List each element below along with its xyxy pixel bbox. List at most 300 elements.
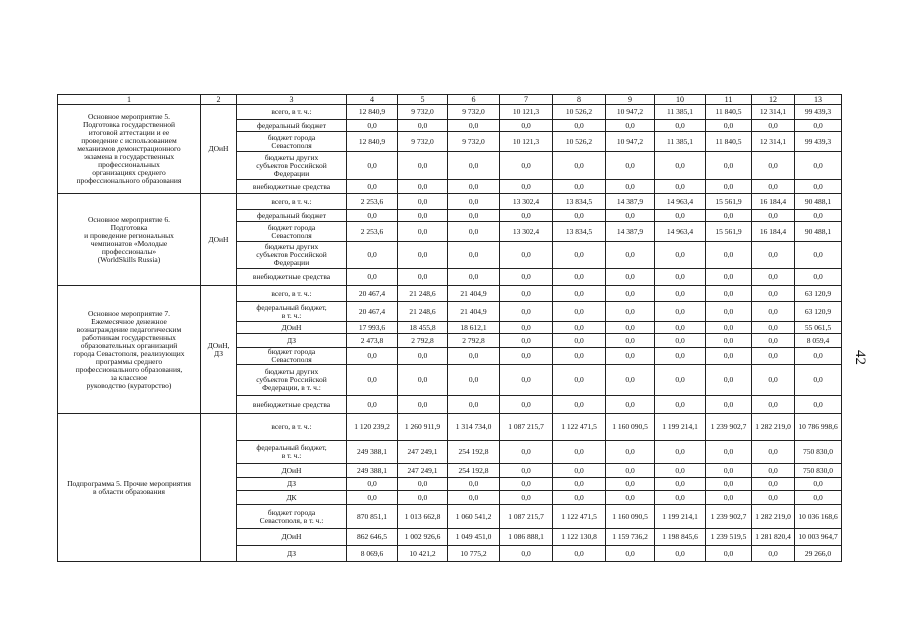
amount-cell: 0,0 (655, 120, 706, 132)
amount-cell: 0,0 (795, 120, 842, 132)
amount-cell: 0,0 (795, 210, 842, 222)
amount-cell: 1 120 239,2 (347, 414, 398, 441)
amount-cell: 10 947,2 (606, 132, 655, 152)
amount-cell: 0,0 (553, 491, 606, 505)
funding-source-label: федеральный бюджет, в т. ч.: (237, 441, 347, 464)
amount-cell: 0,0 (398, 180, 448, 194)
amount-cell: 0,0 (500, 242, 553, 269)
amount-cell: 0,0 (553, 152, 606, 180)
funding-source-label: внебюджетные средства (237, 180, 347, 194)
table-body (58, 95, 842, 562)
amount-cell: 0,0 (347, 180, 398, 194)
amount-cell: 0,0 (347, 491, 398, 505)
amount-cell: 16 184,4 (752, 194, 795, 210)
amount-cell: 10 786 998,6 (795, 414, 842, 441)
amount-cell: 0,0 (553, 180, 606, 194)
amount-cell: 0,0 (500, 180, 553, 194)
budget-table (57, 94, 842, 562)
funding-source-label: ДК (237, 491, 347, 505)
amount-cell: 0,0 (752, 464, 795, 478)
amount-cell: 0,0 (655, 334, 706, 348)
amount-cell: 0,0 (448, 210, 500, 222)
funding-source-label: ДОиН (237, 529, 347, 546)
amount-cell: 1 239 519,5 (706, 529, 752, 546)
amount-cell: 0,0 (347, 242, 398, 269)
column-number: 6 (448, 95, 500, 105)
column-number: 5 (398, 95, 448, 105)
amount-cell: 29 266,0 (795, 546, 842, 562)
amount-cell: 0,0 (606, 269, 655, 286)
amount-cell: 0,0 (500, 210, 553, 222)
funding-source-label: ДОиН (237, 322, 347, 334)
amount-cell: 9 732,0 (398, 132, 448, 152)
amount-cell: 0,0 (706, 365, 752, 396)
amount-cell: 15 561,9 (706, 194, 752, 210)
amount-cell: 0,0 (398, 152, 448, 180)
amount-cell: 0,0 (500, 478, 553, 491)
amount-cell: 11 385,1 (655, 105, 706, 120)
amount-cell: 1 199 214,1 (655, 505, 706, 529)
funding-source-label: федеральный бюджет (237, 210, 347, 222)
amount-cell: 12 840,9 (347, 105, 398, 120)
amount-cell: 254 192,8 (448, 464, 500, 478)
amount-cell: 90 488,1 (795, 194, 842, 210)
amount-cell: 10 036 168,6 (795, 505, 842, 529)
amount-cell: 0,0 (448, 120, 500, 132)
amount-cell: 0,0 (553, 365, 606, 396)
amount-cell: 10 121,3 (500, 105, 553, 120)
amount-cell: 0,0 (553, 396, 606, 414)
amount-cell: 0,0 (448, 348, 500, 365)
funding-source-label: федеральный бюджет (237, 120, 347, 132)
amount-cell: 14 963,4 (655, 194, 706, 210)
funding-source-label: бюджеты других субъектов Российской Федерации (237, 242, 347, 269)
amount-cell: 12 314,1 (752, 132, 795, 152)
amount-cell: 0,0 (752, 322, 795, 334)
amount-cell: 63 120,9 (795, 286, 842, 302)
amount-cell: 1 002 926,6 (398, 529, 448, 546)
amount-cell: 14 963,4 (655, 222, 706, 242)
amount-cell: 2 253,6 (347, 222, 398, 242)
amount-cell: 1 060 541,2 (448, 505, 500, 529)
amount-cell: 0,0 (398, 269, 448, 286)
funding-source-label: бюджеты других субъектов Российской Федерации (237, 152, 347, 180)
table-row (58, 105, 842, 120)
column-number: 7 (500, 95, 553, 105)
executor-cell: ДОиН (201, 194, 237, 286)
section-title: Подпрограмма 5. Прочие мероприятия в области образования (58, 414, 201, 562)
amount-cell: 10 526,2 (553, 105, 606, 120)
amount-cell: 0,0 (795, 348, 842, 365)
amount-cell: 0,0 (706, 348, 752, 365)
amount-cell: 13 834,5 (553, 194, 606, 210)
amount-cell: 0,0 (553, 269, 606, 286)
amount-cell: 16 184,4 (752, 222, 795, 242)
amount-cell: 0,0 (553, 348, 606, 365)
amount-cell: 0,0 (500, 546, 553, 562)
amount-cell: 90 488,1 (795, 222, 842, 242)
amount-cell: 17 993,6 (347, 322, 398, 334)
amount-cell: 0,0 (398, 120, 448, 132)
table-row (58, 414, 842, 441)
executor-cell: ДОиН, ДЗ (201, 286, 237, 414)
amount-cell: 0,0 (553, 242, 606, 269)
amount-cell: 0,0 (448, 269, 500, 286)
amount-cell: 0,0 (752, 286, 795, 302)
amount-cell: 0,0 (553, 334, 606, 348)
amount-cell: 8 059,4 (795, 334, 842, 348)
amount-cell: 2 792,8 (448, 334, 500, 348)
amount-cell: 99 439,3 (795, 132, 842, 152)
amount-cell: 0,0 (706, 334, 752, 348)
section-title: Основное мероприятие 7. Ежемесячное денежное вознаграждение педагогическим работникам государственных образовательных организаций города Севастополя, реализующих программы среднего профессионального образования, за классное руководство (кураторство) (58, 286, 201, 414)
amount-cell: 0,0 (606, 152, 655, 180)
amount-cell: 0,0 (606, 322, 655, 334)
amount-cell: 0,0 (500, 491, 553, 505)
amount-cell: 0,0 (606, 491, 655, 505)
amount-cell: 1 282 219,0 (752, 505, 795, 529)
amount-cell: 750 830,0 (795, 464, 842, 478)
amount-cell: 0,0 (706, 464, 752, 478)
column-number: 3 (237, 95, 347, 105)
amount-cell: 0,0 (606, 348, 655, 365)
amount-cell: 1 159 736,2 (606, 529, 655, 546)
amount-cell: 0,0 (398, 242, 448, 269)
funding-source-label: внебюджетные средства (237, 396, 347, 414)
amount-cell: 0,0 (706, 210, 752, 222)
amount-cell: 2 792,8 (398, 334, 448, 348)
amount-cell: 0,0 (706, 396, 752, 414)
amount-cell: 0,0 (500, 365, 553, 396)
amount-cell: 2 473,8 (347, 334, 398, 348)
amount-cell: 0,0 (655, 286, 706, 302)
column-number: 12 (752, 95, 795, 105)
amount-cell: 0,0 (655, 269, 706, 286)
funding-source-label: бюджеты других субъектов Российской Федерации, в т. ч.: (237, 365, 347, 396)
amount-cell: 0,0 (655, 464, 706, 478)
amount-cell: 0,0 (752, 302, 795, 322)
funding-source-label: бюджет города Севастополя (237, 222, 347, 242)
amount-cell: 0,0 (553, 478, 606, 491)
amount-cell: 0,0 (606, 365, 655, 396)
amount-cell: 0,0 (706, 269, 752, 286)
amount-cell: 0,0 (752, 396, 795, 414)
amount-cell: 247 249,1 (398, 464, 448, 478)
amount-cell: 0,0 (752, 365, 795, 396)
amount-cell: 14 387,9 (606, 194, 655, 210)
amount-cell: 1 314 734,0 (448, 414, 500, 441)
amount-cell: 0,0 (553, 286, 606, 302)
amount-cell: 0,0 (500, 348, 553, 365)
amount-cell: 13 302,4 (500, 222, 553, 242)
amount-cell: 0,0 (655, 441, 706, 464)
amount-cell: 0,0 (553, 210, 606, 222)
amount-cell: 1 087 215,7 (500, 414, 553, 441)
amount-cell: 750 830,0 (795, 441, 842, 464)
column-number-row (58, 95, 842, 105)
amount-cell: 0,0 (553, 464, 606, 478)
amount-cell: 0,0 (655, 348, 706, 365)
amount-cell: 1 049 451,0 (448, 529, 500, 546)
amount-cell: 21 248,6 (398, 302, 448, 322)
amount-cell: 0,0 (448, 478, 500, 491)
column-number: 9 (606, 95, 655, 105)
amount-cell: 0,0 (706, 152, 752, 180)
amount-cell: 1 281 820,4 (752, 529, 795, 546)
amount-cell: 0,0 (795, 396, 842, 414)
amount-cell: 0,0 (655, 365, 706, 396)
amount-cell: 0,0 (706, 120, 752, 132)
amount-cell: 0,0 (606, 210, 655, 222)
amount-cell: 1 013 662,8 (398, 505, 448, 529)
funding-source-label: всего, в т. ч.: (237, 194, 347, 210)
funding-source-label: бюджет города Севастополя, в т. ч.: (237, 505, 347, 529)
amount-cell: 1 260 911,9 (398, 414, 448, 441)
amount-cell: 0,0 (752, 180, 795, 194)
amount-cell: 0,0 (398, 210, 448, 222)
column-number: 11 (706, 95, 752, 105)
amount-cell: 2 253,6 (347, 194, 398, 210)
amount-cell: 0,0 (795, 242, 842, 269)
budget-sheet (57, 94, 841, 562)
amount-cell: 870 851,1 (347, 505, 398, 529)
funding-source-label: всего, в т. ч.: (237, 105, 347, 120)
amount-cell: 10 121,3 (500, 132, 553, 152)
funding-source-label: бюджет города Севастополя (237, 132, 347, 152)
column-number: 8 (553, 95, 606, 105)
amount-cell: 1 199 214,1 (655, 414, 706, 441)
amount-cell: 0,0 (752, 478, 795, 491)
funding-source-label: внебюджетные средства (237, 269, 347, 286)
amount-cell: 0,0 (752, 269, 795, 286)
amount-cell: 0,0 (500, 286, 553, 302)
amount-cell: 0,0 (752, 491, 795, 505)
amount-cell: 0,0 (500, 441, 553, 464)
amount-cell: 249 388,1 (347, 441, 398, 464)
amount-cell: 14 387,9 (606, 222, 655, 242)
amount-cell: 0,0 (606, 120, 655, 132)
amount-cell: 0,0 (795, 491, 842, 505)
amount-cell: 10 526,2 (553, 132, 606, 152)
amount-cell: 0,0 (795, 365, 842, 396)
amount-cell: 0,0 (752, 242, 795, 269)
amount-cell: 0,0 (500, 396, 553, 414)
amount-cell: 0,0 (347, 478, 398, 491)
column-number: 1 (58, 95, 201, 105)
amount-cell: 0,0 (752, 152, 795, 180)
amount-cell: 1 122 471,5 (553, 505, 606, 529)
amount-cell: 0,0 (655, 546, 706, 562)
amount-cell: 0,0 (655, 491, 706, 505)
amount-cell: 0,0 (448, 491, 500, 505)
amount-cell: 12 314,1 (752, 105, 795, 120)
amount-cell: 0,0 (706, 286, 752, 302)
amount-cell: 21 248,6 (398, 286, 448, 302)
executor-cell (201, 414, 237, 562)
amount-cell: 0,0 (347, 210, 398, 222)
amount-cell: 1 282 219,0 (752, 414, 795, 441)
amount-cell: 0,0 (655, 478, 706, 491)
funding-source-label: ДЗ (237, 478, 347, 491)
amount-cell: 0,0 (448, 194, 500, 210)
amount-cell: 1 122 130,8 (553, 529, 606, 546)
amount-cell: 0,0 (347, 348, 398, 365)
amount-cell: 0,0 (752, 210, 795, 222)
amount-cell: 0,0 (752, 546, 795, 562)
table-row (58, 194, 842, 210)
amount-cell: 862 646,5 (347, 529, 398, 546)
amount-cell: 0,0 (752, 441, 795, 464)
funding-source-label: бюджет города Севастополя (237, 348, 347, 365)
column-number: 4 (347, 95, 398, 105)
column-number: 2 (201, 95, 237, 105)
amount-cell: 0,0 (606, 286, 655, 302)
amount-cell: 0,0 (347, 269, 398, 286)
amount-cell: 0,0 (448, 222, 500, 242)
amount-cell: 0,0 (706, 302, 752, 322)
amount-cell: 20 467,4 (347, 302, 398, 322)
column-number: 10 (655, 95, 706, 105)
amount-cell: 0,0 (500, 322, 553, 334)
amount-cell: 0,0 (706, 478, 752, 491)
amount-cell: 0,0 (752, 348, 795, 365)
amount-cell: 0,0 (553, 546, 606, 562)
amount-cell: 0,0 (553, 322, 606, 334)
amount-cell: 0,0 (500, 120, 553, 132)
funding-source-label: ДЗ (237, 546, 347, 562)
amount-cell: 0,0 (795, 478, 842, 491)
amount-cell: 0,0 (500, 302, 553, 322)
amount-cell: 18 455,8 (398, 322, 448, 334)
amount-cell: 0,0 (500, 269, 553, 286)
amount-cell: 0,0 (706, 322, 752, 334)
amount-cell: 1 160 090,5 (606, 505, 655, 529)
amount-cell: 11 840,5 (706, 105, 752, 120)
amount-cell: 10 003 964,7 (795, 529, 842, 546)
amount-cell: 0,0 (655, 210, 706, 222)
amount-cell: 249 388,1 (347, 464, 398, 478)
amount-cell: 1 086 888,1 (500, 529, 553, 546)
amount-cell: 0,0 (398, 478, 448, 491)
amount-cell: 9 732,0 (448, 132, 500, 152)
amount-cell: 0,0 (398, 365, 448, 396)
amount-cell: 0,0 (795, 269, 842, 286)
executor-cell: ДОиН (201, 105, 237, 194)
amount-cell: 1 160 090,5 (606, 414, 655, 441)
amount-cell: 0,0 (398, 222, 448, 242)
amount-cell: 0,0 (706, 180, 752, 194)
amount-cell: 0,0 (448, 180, 500, 194)
amount-cell: 10 947,2 (606, 105, 655, 120)
amount-cell: 1 087 215,7 (500, 505, 553, 529)
amount-cell: 13 302,4 (500, 194, 553, 210)
amount-cell: 0,0 (448, 152, 500, 180)
amount-cell: 18 612,1 (448, 322, 500, 334)
amount-cell: 0,0 (448, 365, 500, 396)
page-number: 42 (852, 350, 868, 365)
amount-cell: 0,0 (606, 180, 655, 194)
amount-cell: 1 239 902,7 (706, 505, 752, 529)
amount-cell: 247 249,1 (398, 441, 448, 464)
amount-cell: 55 061,5 (795, 322, 842, 334)
amount-cell: 13 834,5 (553, 222, 606, 242)
funding-source-label: всего, в т. ч.: (237, 414, 347, 441)
amount-cell: 0,0 (398, 396, 448, 414)
amount-cell: 0,0 (606, 302, 655, 322)
table-row (58, 286, 842, 302)
amount-cell: 11 385,1 (655, 132, 706, 152)
amount-cell: 9 732,0 (448, 105, 500, 120)
amount-cell: 99 439,3 (795, 105, 842, 120)
amount-cell: 0,0 (500, 464, 553, 478)
amount-cell: 20 467,4 (347, 286, 398, 302)
funding-source-label: ДОиН (237, 464, 347, 478)
amount-cell: 0,0 (706, 491, 752, 505)
amount-cell: 11 840,5 (706, 132, 752, 152)
amount-cell: 0,0 (606, 478, 655, 491)
amount-cell: 0,0 (706, 546, 752, 562)
amount-cell: 0,0 (500, 152, 553, 180)
amount-cell: 21 404,9 (448, 302, 500, 322)
amount-cell: 0,0 (655, 242, 706, 269)
amount-cell: 0,0 (553, 441, 606, 464)
amount-cell: 0,0 (553, 302, 606, 322)
amount-cell: 8 069,6 (347, 546, 398, 562)
funding-source-label: всего, в т. ч.: (237, 286, 347, 302)
amount-cell: 12 840,9 (347, 132, 398, 152)
amount-cell: 0,0 (347, 120, 398, 132)
amount-cell: 9 732,0 (398, 105, 448, 120)
amount-cell: 0,0 (655, 302, 706, 322)
amount-cell: 63 120,9 (795, 302, 842, 322)
amount-cell: 0,0 (706, 441, 752, 464)
amount-cell: 0,0 (347, 396, 398, 414)
amount-cell: 0,0 (606, 464, 655, 478)
column-number: 13 (795, 95, 842, 105)
amount-cell: 0,0 (752, 120, 795, 132)
amount-cell: 0,0 (795, 180, 842, 194)
amount-cell: 15 561,9 (706, 222, 752, 242)
amount-cell: 0,0 (347, 152, 398, 180)
amount-cell: 0,0 (795, 152, 842, 180)
amount-cell: 0,0 (606, 546, 655, 562)
amount-cell: 0,0 (398, 491, 448, 505)
amount-cell: 0,0 (606, 242, 655, 269)
amount-cell: 1 122 471,5 (553, 414, 606, 441)
amount-cell: 0,0 (606, 396, 655, 414)
amount-cell: 0,0 (398, 194, 448, 210)
amount-cell: 10 775,2 (448, 546, 500, 562)
amount-cell: 0,0 (655, 322, 706, 334)
amount-cell: 0,0 (553, 120, 606, 132)
amount-cell: 0,0 (606, 441, 655, 464)
amount-cell: 21 404,9 (448, 286, 500, 302)
amount-cell: 254 192,8 (448, 441, 500, 464)
section-title: Основное мероприятие 5. Подготовка государственной итоговой аттестации и ее проведение с использованием механизмов демонстрационного экзамена в государственных профессиональных организациях среднего профессионального образования (58, 105, 201, 194)
amount-cell: 0,0 (706, 242, 752, 269)
amount-cell: 0,0 (500, 334, 553, 348)
amount-cell: 0,0 (347, 365, 398, 396)
amount-cell: 0,0 (655, 180, 706, 194)
amount-cell: 0,0 (398, 348, 448, 365)
amount-cell: 0,0 (448, 396, 500, 414)
amount-cell: 0,0 (655, 396, 706, 414)
amount-cell: 0,0 (752, 334, 795, 348)
funding-source-label: федеральный бюджет, в т. ч.: (237, 302, 347, 322)
section-title: Основное мероприятие 6. Подготовка и проведение региональных чемпионатов «Молодые профессионалы» (WorldSkills Russia) (58, 194, 201, 286)
amount-cell: 0,0 (606, 334, 655, 348)
amount-cell: 0,0 (448, 242, 500, 269)
